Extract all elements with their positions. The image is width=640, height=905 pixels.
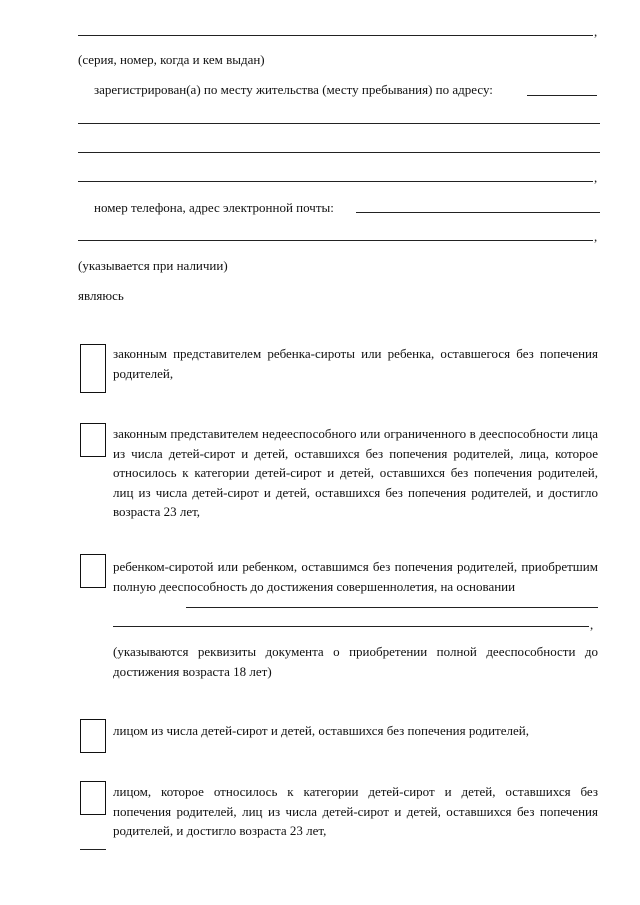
address-line-1[interactable] [78,123,600,124]
basis-line-2[interactable] [113,626,589,627]
passport-comma: , [594,24,598,39]
am-label: являюсь [78,288,124,303]
next-checkbox-edge [80,849,106,850]
option-legal-rep-incapable-text: законным представителем недееспособного или ограниченного в дееспособности лица из числа детей-сирот и детей, оставшихся без попечения родителей, лица, которое относилось к категории детей-сирот и детей, оставшихся без попечения родителей, лиц из числа детей-сирот и детей, оставшихся без попечения родителей, и достигло возраста 23 лет, [113,426,598,519]
address-comma: , [594,170,598,185]
registered-label: зарегистрирован(а) по месту жительства (месту пребывания) по адресу: [94,82,493,97]
contact-line-2[interactable] [78,240,593,241]
basis-comma: , [590,617,594,632]
if-available-note: (указывается при наличии) [78,258,228,273]
basis-line-inline[interactable] [186,607,598,608]
checkbox-from-orphans[interactable] [80,719,106,753]
contact-label: номер телефона, адрес электронной почты: [94,200,334,215]
address-line-2[interactable] [78,152,600,153]
address-line-3[interactable] [78,181,593,182]
checkbox-formerly-orphan-23[interactable] [80,781,106,815]
option-from-orphans-text: лицом из числа детей-сирот и детей, оставшихся без попечения родителей, [113,723,529,738]
basis-note: (указываются реквизиты документа о приобретении полной дееспособности до достижения возраста 18 лет) [113,644,598,679]
option-formerly-orphan-23-text: лицом, которое относилось к категории детей-сирот и детей, оставшихся без попечения родителей, лиц из числа детей-сирот и детей, оставшихся без попечения родителей, и достигло возраста 23 лет, [113,784,598,838]
contact-comma: , [594,229,598,244]
address-line-inline[interactable] [527,95,597,96]
passport-note: (серия, номер, когда и кем выдан) [78,52,265,67]
checkbox-legal-rep-orphan[interactable] [80,344,106,393]
passport-line[interactable] [78,35,593,36]
option-orphan-full-capacity-text: ребенком-сиротой или ребенком, оставшимся без попечения родителей, приобретшим полную дееспособность до достижения совершеннолетия, на основании [113,559,598,594]
checkbox-legal-rep-incapable[interactable] [80,423,106,457]
option-legal-rep-orphan-text: законным представителем ребенка-сироты или ребенка, оставшегося без попечения родителей, [113,346,598,381]
contact-line-inline[interactable] [356,212,600,213]
checkbox-orphan-full-capacity[interactable] [80,554,106,588]
